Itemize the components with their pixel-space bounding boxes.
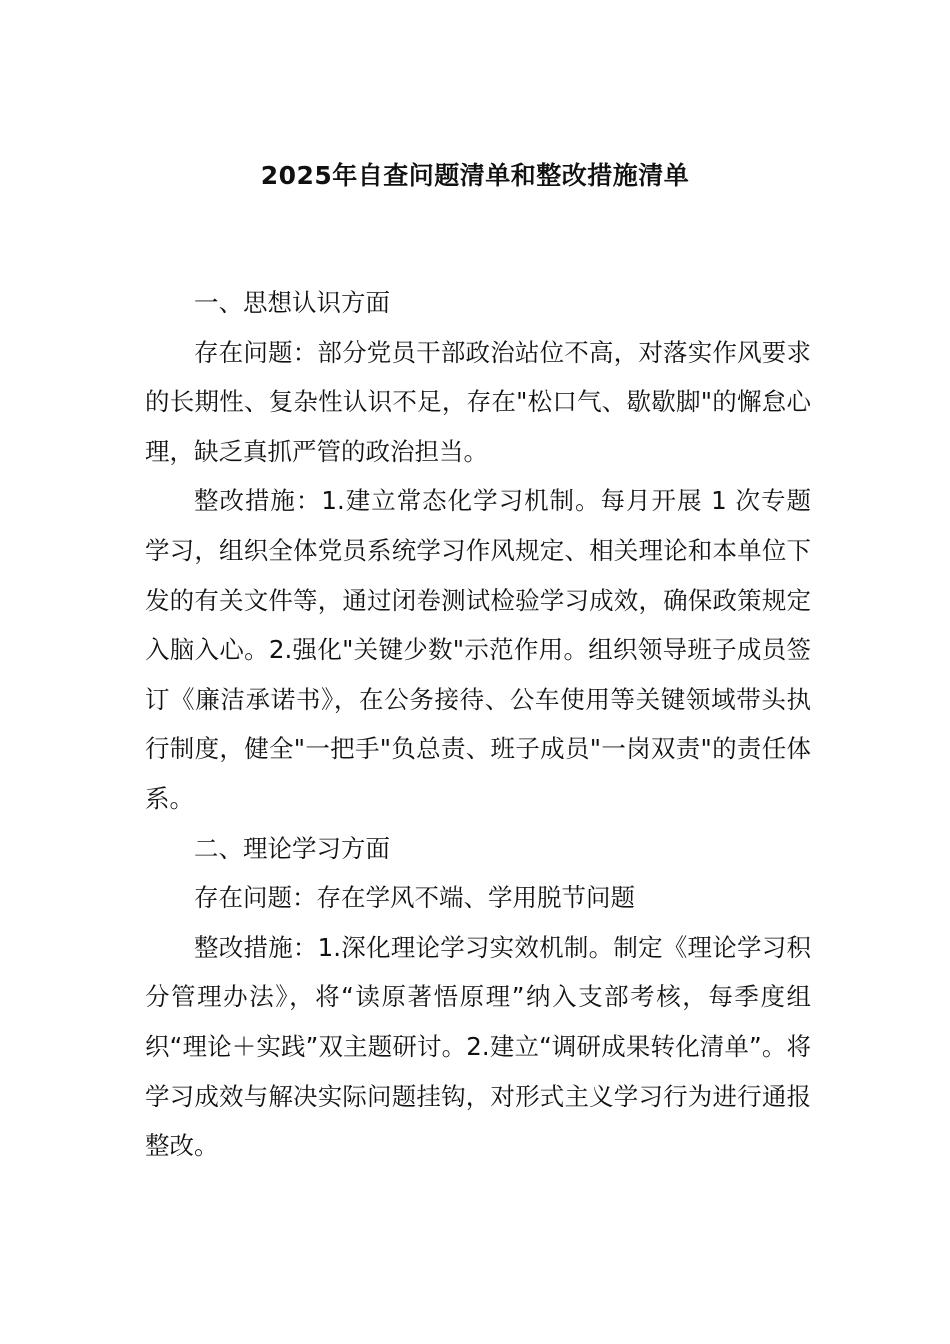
- document-title: 2025年自查问题清单和整改措施清单: [260, 161, 690, 190]
- section-heading-theory-study: 二、理论学习方面: [194, 833, 390, 863]
- document-body: [145, 278, 811, 1171]
- measures-paragraph-theory-study: 整改措施：1.深化理论学习实效机制。制定《理论学习积分管理办法》，将“读原著悟原理”纳入支部考核，每季度组织“理论＋实践”双主题研讨。2.建立“调研成果转化清单”。将学习成效与解决实际问题挂钩，对形式主义学习行为进行通报整改。: [145, 932, 811, 1161]
- problem-paragraph-theory-study: 存在问题：存在学风不端、学用脱节问题: [194, 883, 635, 913]
- section-heading-ideology: 一、思想认识方面: [194, 288, 390, 317]
- measures-paragraph-ideology: 整改措施：1.建立常态化学习机制。每月开展 1 次专题学习，组织全体党员系统学习作风规定、相关理论和本单位下发的有关文件等，通过闭卷测试检验学习成效，确保政策规定入脑入心。2.强化"关键少数"示范作用。组织领导班子成员签订《廉洁承诺书》，在公务接待、公车使用等关键领域带头执行制度，健全"一把手"负总责、班子成员"一岗双责"的责任体系。: [145, 486, 811, 813]
- problem-paragraph-ideology: 存在问题：部分党员干部政治站位不高，对落实作风要求的长期性、复杂性认识不足，存在"松口气、歇歇脚"的懈怠心理，缺乏真抓严管的政治担当。: [145, 337, 811, 466]
